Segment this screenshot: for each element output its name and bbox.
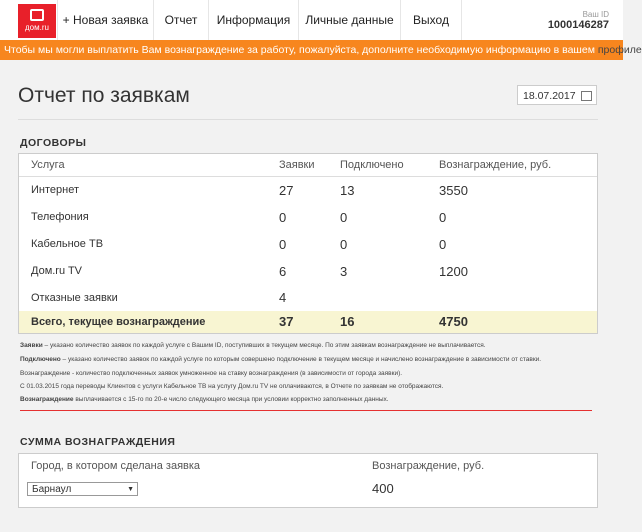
table-row [19, 177, 597, 204]
user-id-value: 1000146287 [547, 19, 609, 31]
col-service: Услуга [31, 159, 65, 171]
user-id-block [548, 10, 609, 31]
nav-new-request[interactable]: + Новая заявка [57, 0, 153, 40]
divider [18, 119, 598, 120]
cell-service: Интернет [31, 184, 79, 196]
nav-personal-data[interactable]: Личные данные [298, 0, 400, 40]
cell-service: Дом.ru TV [31, 265, 83, 277]
logo-text: дом.ru [25, 23, 49, 32]
user-id-label: Ваш ID [582, 10, 609, 19]
top-bar [0, 0, 623, 40]
reward-table [18, 453, 598, 508]
cell-reward: 0 [439, 237, 447, 252]
note-requests: Заявки – указано количество заявок по каждой услуге с Вашим ID, поступивших в текущем месяце. По этим заявкам вознаграждение не выплачивается. [20, 342, 486, 349]
table-header [19, 154, 597, 177]
cell-requests: 0 [279, 210, 287, 225]
city-label: Город, в котором сделана заявка [31, 460, 201, 472]
col-reward: Вознаграждение, руб. [439, 159, 552, 171]
calendar-icon[interactable] [581, 91, 592, 101]
logo[interactable] [18, 4, 56, 38]
cell-requests: 27 [279, 183, 294, 198]
cell-service: Отказные заявки [31, 292, 118, 304]
cell-reward: 0 [439, 210, 447, 225]
chevron-down-icon: ▼ [127, 486, 134, 493]
profile-banner [0, 40, 642, 60]
cell-connected: 13 [340, 183, 355, 198]
table-row [19, 204, 597, 231]
nav-information[interactable]: Информация [208, 0, 298, 40]
logo-icon [30, 9, 44, 21]
total-label: Всего, текущее вознаграждение [31, 316, 206, 328]
city-value: Барнаул [32, 484, 72, 495]
note-reward: Вознаграждение - количество подключенных заявок умноженное на ставку вознаграждения (в зависимости от города заявки). [20, 370, 403, 377]
total-requests: 37 [279, 314, 294, 329]
table-row [19, 231, 597, 258]
cell-connected: 3 [340, 264, 348, 279]
note-payment: Вознаграждение выплачивается с 15-го по 20-е число следующего месяца при условии корректно заполненных данных. [20, 396, 389, 403]
cell-connected: 0 [340, 210, 348, 225]
cell-requests: 6 [279, 264, 287, 279]
cell-requests: 0 [279, 237, 287, 252]
total-connected: 16 [340, 314, 355, 329]
col-connected: Подключено [340, 159, 404, 171]
reward-heading: СУММА ВОЗНАГРАЖДЕНИЯ [20, 436, 176, 448]
city-select[interactable] [27, 482, 138, 496]
date-picker[interactable] [517, 85, 597, 105]
cell-service: Кабельное ТВ [31, 238, 104, 250]
red-divider [20, 410, 592, 411]
cell-reward: 3550 [439, 183, 468, 198]
reward-amount: 400 [372, 481, 394, 496]
cell-reward: 1200 [439, 264, 468, 279]
contracts-table [18, 153, 598, 334]
table-row [19, 258, 597, 285]
cell-connected: 0 [340, 237, 348, 252]
total-reward: 4750 [439, 314, 468, 329]
nav-report[interactable]: Отчет [153, 0, 208, 40]
cell-service: Телефония [31, 211, 89, 223]
col-requests: Заявки [279, 159, 315, 171]
banner-profile-link[interactable]: профиле [597, 44, 642, 56]
banner-text: Чтобы мы могли выплатить Вам вознаграждение за работу, пожалуйста, дополните необходимую информацию в вашем [4, 44, 598, 56]
note-cable-tv: С 01.03.2015 года переводы Клиентов с услуги Кабельное ТВ на услугу Дом.ru TV не оплачиваются, в Отчете по заявкам не отображаются. [20, 383, 444, 390]
cell-requests: 4 [279, 290, 287, 305]
table-row [19, 285, 597, 311]
note-connected: Подключено – указано количество заявок по каждой услуге по которым совершено подключение в текущем месяце и начислено вознаграждение в зависимости от ставки. [20, 356, 542, 363]
table-total-row [19, 311, 597, 333]
nav-logout[interactable]: Выход [400, 0, 462, 40]
date-value: 18.07.2017 [523, 90, 576, 102]
page-title: Отчет по заявкам [18, 84, 190, 107]
contracts-heading: ДОГОВОРЫ [20, 137, 87, 149]
amount-label: Вознаграждение, руб. [372, 460, 485, 472]
